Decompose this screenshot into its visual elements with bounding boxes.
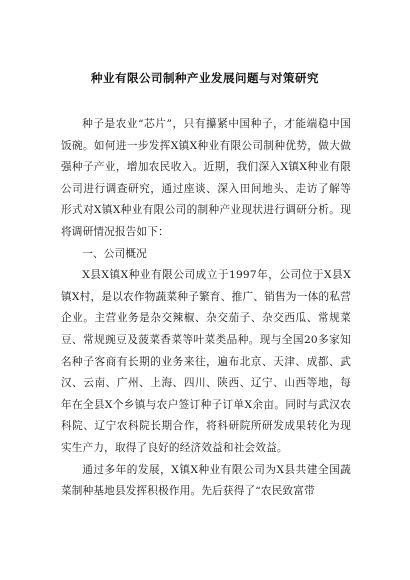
company-overview-paragraph: X县X镇X种业有限公司成立于1997年，公司位于X县X镇X村，是以农作物蔬菜种子繁育、推广、销售为一体的私营企业。主营业务是杂交辣椒、杂交茄子、杂交西瓜、常规菜豆、常规豌豆及菠菜香菜等叶菜类品种。现与全国20多家知名种子客商有长期的业务来往，遍布北京、天津、成都、武汉、云南、广州、上海、四川、陕西、辽宁、山西等地，每年在全县X个乡镇与农户签订种子订单X余亩。同时与武汉农科院、辽宁农科院长期合作，将科研院所研发成果转化为现实生产力，取得了良好的经济效益和社会效益。 xyxy=(61,269,351,454)
intro-paragraph: 种子是农业“芯片”，只有攥紧中国种子，才能端稳中国饭碗。如何进一步发挥X镇X种业有限公司制种优势，做大做强种子产业，增加农民收入。近期，我们深入X镇X种业有限公司进行调查研究，通过座谈、深入田间地头、走访了解等形式对X镇X种业有限公司的制种产业现状进行调研分析。现将调研情况报告如下： xyxy=(61,118,351,238)
document-title: 种业有限公司制种产业发展问题与对策研究 xyxy=(91,71,319,85)
development-paragraph: 通过多年的发展，X镇X种业有限公司为X县共建全国蔬菜制种基地县发挥积极作用。先后获得了“农民致富带 xyxy=(61,463,351,498)
section-heading-company-overview: 一、公司概况 xyxy=(82,247,147,260)
document-body xyxy=(61,114,351,503)
